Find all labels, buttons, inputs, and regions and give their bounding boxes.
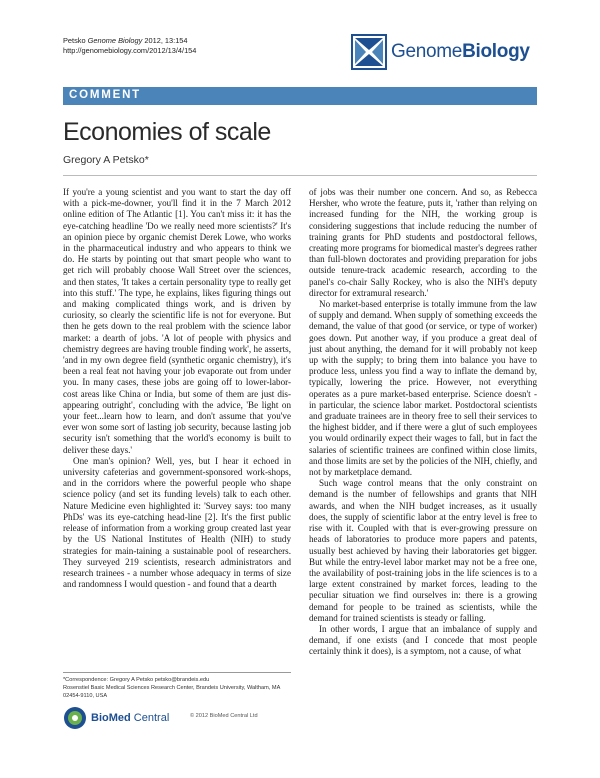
genome-biology-logo	[351, 32, 541, 72]
section-banner	[63, 87, 537, 105]
genome-biology-logo-mark-icon	[351, 34, 387, 70]
body-paragraph: If you're a young scientist and you want to start the day off with a pick-me-downer, you'll find it in the 7 March 2012 online edition of The Atlantic [1]. You can't miss it: it has the eye-catching headline 'Do we really need more scientists?' It's an opinion piece by organic chemist Derek Lowe, who works in the pharmaceutical industry and who appears to think we do. He starts by pointing out that smart people who want to get rich will probably choose Wall Street over the sciences, and then states, 'It takes a certain personality type to really get into this stuff.' The type, he explains, likes figuring things out and making complicated things work, and is driven by curiosity, so clearly the scientific life is not for everyone. But then he gets down to the real problem with the science labor market: a dearth of jobs. 'A lot of people with physics and chemistry degrees are having trouble finding work', he asserts, 'and in my own degree field (synthetic organic chemistry), it's been a real feat not having your job evaporate out from under you. In many cases, these jobs are going off to lower-labor-cost areas like China or India, but some of them are just dis-appearing outright', concluding with the advice, 'Be light on your feet...learn how to learn, and don't assume that you've ever won some sort of lasting job security, because lasting job security isn't something that the world's economy is built to deliver these days.'	[63, 187, 291, 455]
copyright-notice: © 2012 BioMed Central Ltd	[190, 713, 258, 719]
right-column	[309, 187, 537, 658]
correspondence-footnote	[63, 676, 293, 700]
biomed-central-logo	[63, 705, 183, 731]
section-label: COMMENT	[69, 89, 142, 101]
citation-header	[63, 36, 196, 56]
biomed-central-mark-icon	[63, 706, 87, 730]
correspondence-line: *Correspondence: Gregory A Petsko petsko@brandeis.edu	[63, 677, 210, 683]
affiliation-line: Rosenstiel Basic Medical Sciences Research Center, Brandeis University, Waltham, MA 02454-9110, USA	[63, 685, 280, 699]
body-paragraph: In other words, I argue that an imbalance of supply and demand, if one exists (and I concede that most people certainly think it does), is a symptom, not a cause, of what	[309, 623, 537, 657]
footnote-divider	[63, 672, 291, 673]
article-url[interactable]: http://genomebiology.com/2012/13/4/154	[63, 46, 197, 55]
body-paragraph: of jobs was their number one concern. And so, as Rebecca Hersher, who wrote the feature, puts it, 'rather than relying on increased funding for the NIH, the working group is considering suggestions that include reducing the number of training grants for PhD students and postdoctoral fellows, creating more programs for biomedical master's degrees rather than full-blown doctorates and providing preparation for jobs outside tenure-track academic research, according to the panel's co-chair Sally Rockey, who is also the NIH's deputy director for extramural research.'	[309, 187, 537, 298]
title-divider	[63, 175, 537, 176]
body-paragraph: One man's opinion? Well, yes, but I hear it echoed in university cafeterias and government-sponsored work-shops, and in the corridors where the powerful people who shape science policy (and set its funding levels) talk to each other. Nature Medicine even highlighted it: 'Survey says: too many PhDs' was its eye-catching head-line [2]. It's the first public release of information from a working group created last year by the US National Institutes of Health (NIH) to study strategies for main-taining a sustainable pool of researchers. They surveyed 219 scientists, research administrators and research trainees - a number whose adequacy in terms of size and randomness I would question - and found that a dearth	[63, 455, 291, 590]
genome-biology-wordmark: GenomeBiology	[391, 41, 530, 62]
article-title: Economies of scale	[63, 118, 271, 146]
left-column	[63, 187, 291, 590]
citation-line: Petsko Genome Biology 2012, 13:154	[63, 36, 188, 45]
author-line: Gregory A Petsko*	[63, 154, 149, 166]
body-paragraph: No market-based enterprise is totally immune from the law of supply and demand. When supply of something exceeds the demand, the value of that good (or service, or type of worker) goes down. Put another way, if you produce a great deal of just about anything, the demand for it will probably not keep up with the supply; to bring them into balance you have to produce less, unless you find a way to inflate the demand by, typically, lowering the price. However, not everything operates as a pure market-based enterprise. Science doesn't - in particular, the science labor market. Postdoctoral scientists and graduate trainees are in theory free to sell their services to the highest bidder, and if there were a glut of such employees you would ordinarily expect their wages to fall, but in fact the salaries of scientific trainees are confined within close limits, and those limits are set by the policies of the NIH, chiefly, and not by marketplace demand.	[309, 299, 537, 478]
body-paragraph: Such wage control means that the only constraint on demand is the number of fellowships and grants that NIH awards, and when the NIH budget increases, as it usually does, the supply of scientific labor at the entry level is free to rise with it. Coupled with that is ever-growing pressure on heads of laboratories to produce more papers and patents, usually best achieved by having their laboratories get bigger. But while the entry-level labor market may not be a free one, the availability of post-training jobs in the life sciences is to a large extent constrained by market forces, leading to the peculiar situation we find ourselves in: there is a growing demand for people to be trained as scientists, while the demand for trained scientists is steady or falling.	[309, 478, 537, 623]
biomed-central-wordmark: BioMed Central	[91, 712, 170, 724]
